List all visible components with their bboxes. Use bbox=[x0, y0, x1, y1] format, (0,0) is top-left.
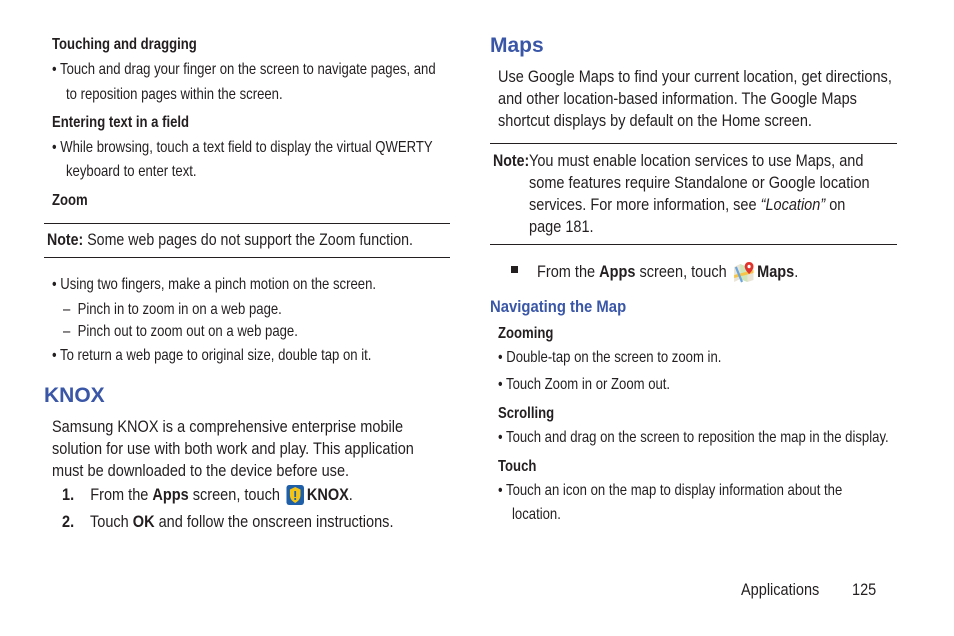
square-bullet-icon bbox=[511, 266, 518, 273]
scrolling-bullet-1: • Touch and drag on the screen to reposition the map in the display. bbox=[498, 429, 889, 446]
knox-para-3: must be downloaded to the device before use. bbox=[52, 462, 350, 480]
maps-note-line-4: page 181. bbox=[529, 218, 594, 236]
touch-heading: Touch bbox=[498, 458, 537, 475]
maps-heading: Maps bbox=[490, 34, 544, 57]
maps-note-label: Note: bbox=[493, 152, 530, 170]
page-number: 125 bbox=[852, 581, 877, 599]
zoom-note-bottom-rule bbox=[44, 257, 450, 258]
navigating-heading: Navigating the Map bbox=[490, 298, 627, 316]
entering-heading: Entering text in a field bbox=[52, 114, 190, 131]
entering-bullet: • While browsing, touch a text field to display the virtual QWERTY bbox=[52, 139, 433, 156]
knox-para-1: Samsung KNOX is a comprehensive enterprise mobile bbox=[52, 418, 404, 436]
zoom-note: Note: Some web pages do not support the Zoom function. bbox=[47, 231, 414, 249]
zoom-bullet-2: • To return a web page to original size, double tap on it. bbox=[52, 347, 372, 364]
touching-bullet: • Touch and drag your finger on the screen to navigate pages, and bbox=[52, 61, 436, 78]
maps-note-top-rule bbox=[490, 143, 897, 144]
zoom-bullet-1: • Using two fingers, make a pinch motion on the screen. bbox=[52, 276, 377, 293]
zoom-note-top-rule bbox=[44, 223, 450, 224]
touching-heading: Touching and dragging bbox=[52, 36, 197, 53]
maps-note-line-2: some features require Standalone or Google location bbox=[529, 174, 870, 192]
zooming-heading: Zooming bbox=[498, 325, 554, 342]
touching-bullet-cont: to reposition pages within the screen. bbox=[66, 86, 283, 103]
zoom-heading: Zoom bbox=[52, 192, 88, 209]
knox-step-1: 1. From the Apps screen, touch KNOX. bbox=[62, 486, 353, 504]
maps-note-line-1: You must enable location services to use Maps, and bbox=[529, 152, 864, 170]
knox-heading: KNOX bbox=[44, 384, 105, 407]
maps-para-2: and other location-based information. The Google Maps bbox=[498, 90, 857, 108]
entering-bullet-cont: keyboard to enter text. bbox=[66, 163, 197, 180]
knox-step-2: 2. Touch OK and follow the onscreen instructions. bbox=[62, 513, 394, 531]
zoom-dash-2: – Pinch out to zoom out on a web page. bbox=[63, 323, 298, 340]
location-link[interactable]: “Location” bbox=[760, 196, 826, 214]
touch-bullet-cont: location. bbox=[512, 506, 561, 523]
maps-step: From the Apps screen, touch Maps. bbox=[537, 263, 799, 281]
maps-para-1: Use Google Maps to find your current location, get directions, bbox=[498, 68, 892, 86]
zoom-dash-1: – Pinch in to zoom in on a web page. bbox=[63, 301, 282, 318]
maps-app-icon bbox=[733, 261, 754, 283]
zooming-bullet-2: • Touch Zoom in or Zoom out. bbox=[498, 376, 671, 393]
zooming-bullet-1: • Double-tap on the screen to zoom in. bbox=[498, 349, 722, 366]
maps-note-line-3: services. For more information, see “Location” on bbox=[529, 196, 846, 214]
knox-app-icon bbox=[287, 485, 305, 505]
scrolling-heading: Scrolling bbox=[498, 405, 555, 422]
knox-para-2: solution for use with both work and play. This application bbox=[52, 440, 414, 458]
touch-bullet-1: • Touch an icon on the map to display information about the bbox=[498, 482, 843, 499]
maps-note-bottom-rule bbox=[490, 244, 897, 245]
maps-para-3: shortcut displays by default on the Home screen. bbox=[498, 112, 812, 130]
footer-section: Applications bbox=[741, 581, 820, 599]
